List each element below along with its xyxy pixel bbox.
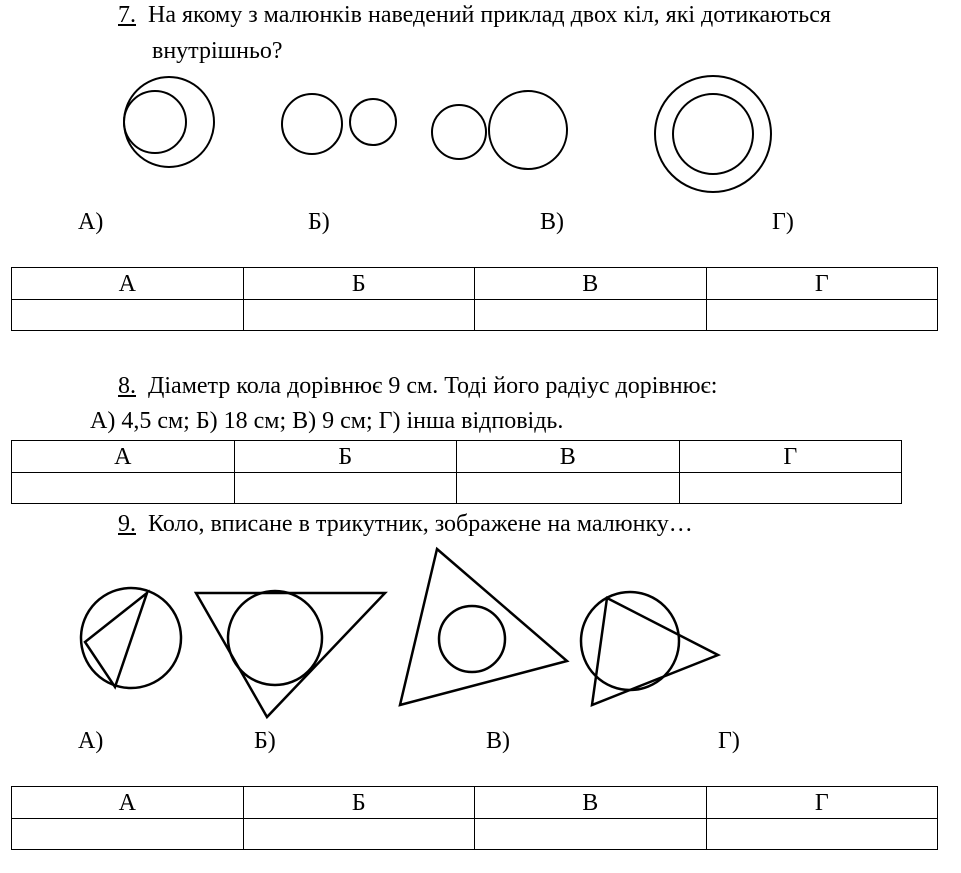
q7-option-v: В) — [540, 209, 564, 235]
q7-option-b: Б) — [308, 209, 330, 235]
q7-text-line1: На якому з малюнків наведений приклад двох кіл, які дотикаються — [148, 2, 831, 28]
q9-option-g: Г) — [718, 728, 740, 754]
q8-header-v: В — [457, 441, 680, 473]
q8-number: 8. — [118, 373, 136, 399]
q8-text: Діаметр кола дорівнює 9 см. Тоді його радіус дорівнює: — [148, 373, 718, 399]
q9-answer-cell-a[interactable] — [12, 819, 244, 850]
q9-header-b: Б — [243, 787, 475, 819]
q8-header-a: А — [12, 441, 235, 473]
q9-answer-cell-g[interactable] — [706, 819, 938, 850]
q9-figure-g — [581, 592, 718, 705]
q9-figure-b — [196, 591, 385, 717]
q7-number: 7. — [118, 2, 136, 28]
q7-text-line2: внутрішньо? — [152, 38, 283, 64]
q9-option-a: А) — [78, 728, 104, 754]
q7-option-g: Г) — [772, 209, 794, 235]
q9-header-g: Г — [706, 787, 938, 819]
q8-answers: А) 4,5 см; Б) 18 см; В) 9 см; Г) інша відповідь. — [90, 408, 564, 434]
q7-option-a: А) — [78, 209, 104, 235]
q9-option-b: Б) — [254, 728, 276, 754]
q9-number: 9. — [118, 511, 136, 537]
q7-header-a: А — [12, 268, 244, 300]
q9-header-a: А — [12, 787, 244, 819]
q8-header-g: Г — [679, 441, 902, 473]
q9-answer-table — [11, 786, 938, 850]
q7-header-b: Б — [243, 268, 475, 300]
q7-header-g: Г — [706, 268, 938, 300]
q8-header-b: Б — [234, 441, 457, 473]
q7-header-v: В — [475, 268, 707, 300]
q9-option-v: В) — [486, 728, 510, 754]
q9-figure-a — [81, 588, 181, 688]
q9-header-v: В — [475, 787, 707, 819]
q9-answer-cell-v[interactable] — [475, 819, 707, 850]
q9-answer-cell-b[interactable] — [243, 819, 475, 850]
q9-figure-v — [400, 549, 567, 705]
q9-text: Коло, вписане в трикутник, зображене на малюнку… — [148, 511, 693, 537]
